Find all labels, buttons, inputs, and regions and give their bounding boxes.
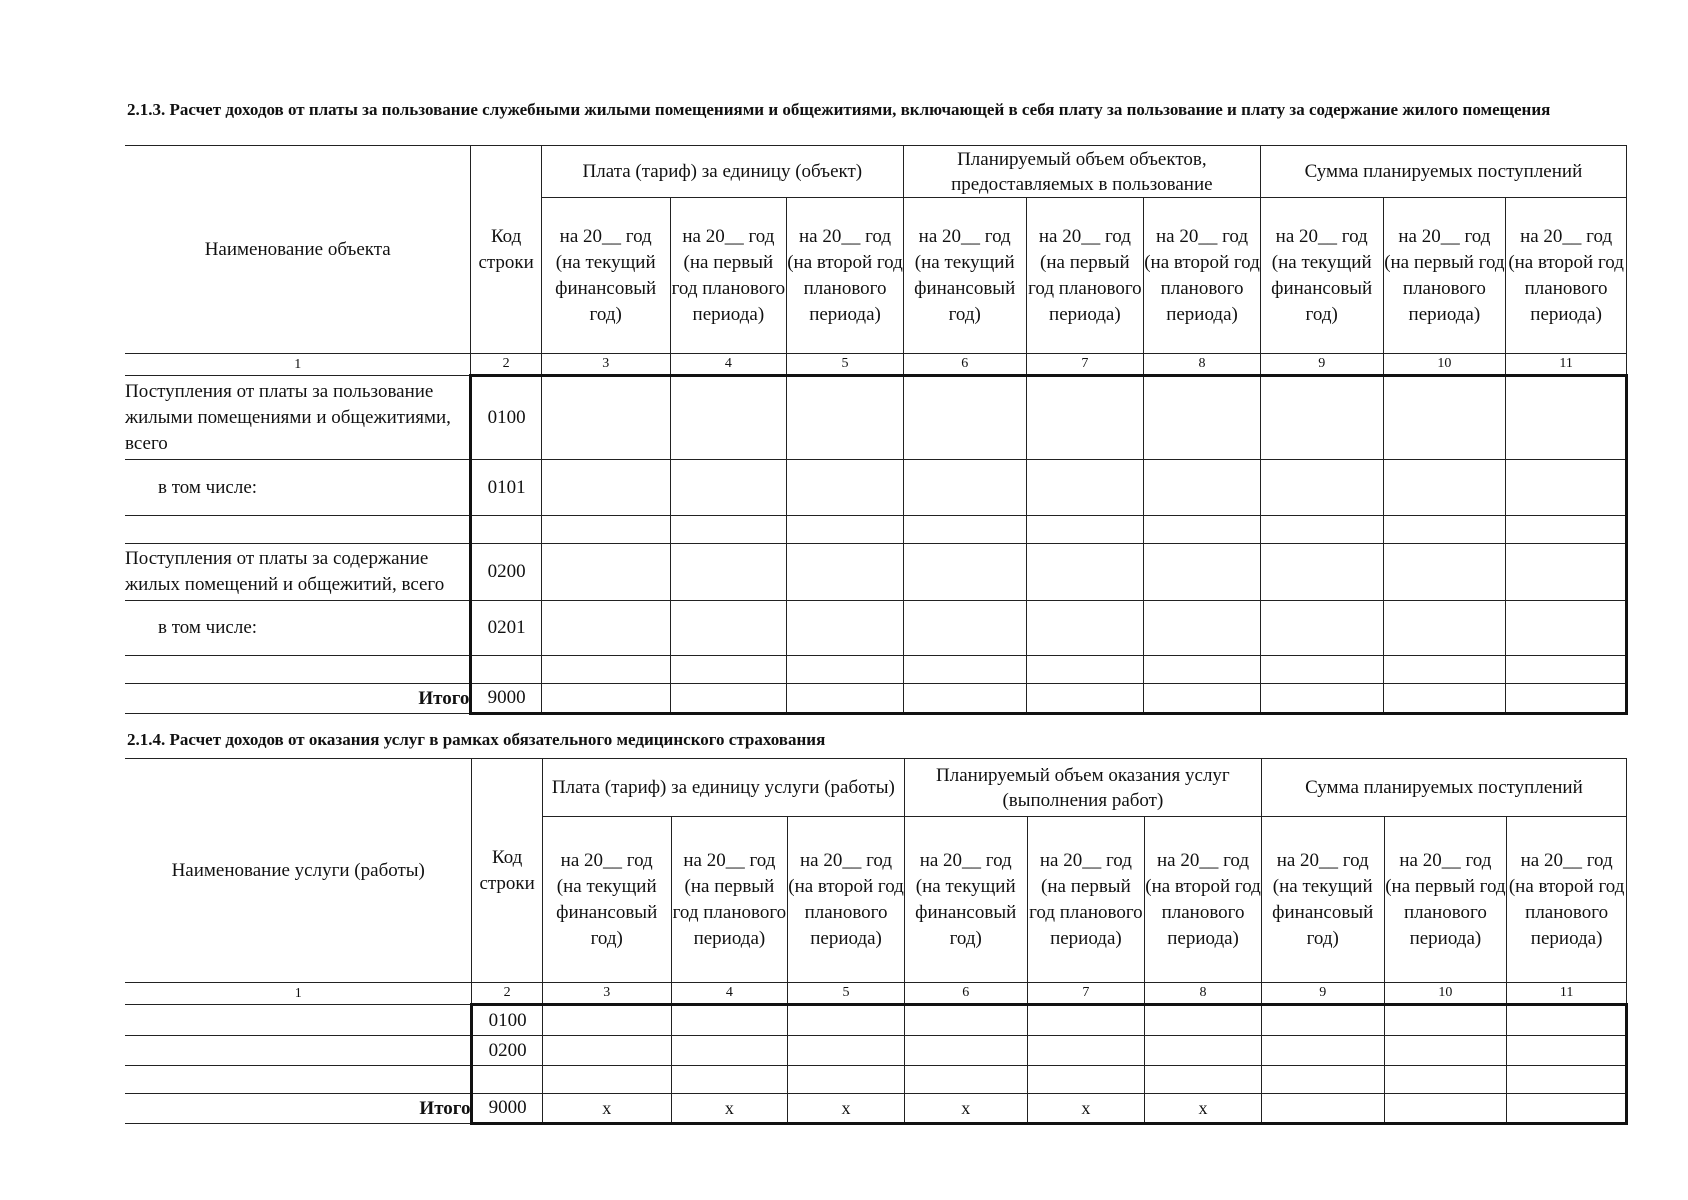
value-cell[interactable] <box>671 1066 788 1094</box>
period-year: на 20__ год <box>800 849 893 871</box>
period-header-10 <box>1384 817 1507 983</box>
row-code: 0200 <box>471 544 541 601</box>
value-cell[interactable] <box>1144 601 1261 656</box>
period-header-5 <box>787 198 904 354</box>
total-value-cell[interactable] <box>1261 1094 1384 1124</box>
value-cell[interactable] <box>671 1005 788 1036</box>
group-header-tariff: Плата (тариф) за единицу услуги (работы) <box>542 759 904 817</box>
value-cell[interactable] <box>787 656 904 684</box>
value-cell[interactable] <box>670 656 787 684</box>
value-cell[interactable] <box>541 516 670 544</box>
group-header-sum: Сумма планируемых поступлений <box>1261 759 1626 817</box>
period-year: на 20__ год <box>560 849 653 871</box>
total-code: 9000 <box>472 1094 542 1124</box>
value-cell[interactable] <box>1506 601 1627 656</box>
column-number: 4 <box>671 983 788 1005</box>
period-header-10 <box>1383 198 1506 354</box>
table-row <box>125 544 1627 601</box>
row-name <box>125 1066 472 1094</box>
value-cell[interactable] <box>1506 656 1627 684</box>
value-cell[interactable] <box>1383 516 1506 544</box>
value-cell[interactable] <box>787 376 904 460</box>
period-year: на 20__ год <box>1039 849 1132 871</box>
row-code: 0200 <box>472 1036 542 1066</box>
period-description: (на текущий финансовый год) <box>915 875 1017 949</box>
period-description: (на первый год планового периода) <box>1028 251 1142 325</box>
row-code: 0100 <box>471 376 541 460</box>
table-row <box>125 656 1627 684</box>
code-header: Код строки <box>471 146 541 354</box>
value-cell[interactable] <box>903 460 1026 516</box>
row-code <box>472 1066 542 1094</box>
value-cell[interactable] <box>1383 544 1506 601</box>
column-number: 3 <box>542 983 671 1005</box>
period-year: на 20__ год <box>919 849 1012 871</box>
total-value-cell[interactable] <box>1383 684 1506 714</box>
value-cell[interactable] <box>541 544 670 601</box>
value-cell[interactable] <box>1261 1036 1384 1066</box>
table-row <box>125 601 1627 656</box>
table-row <box>125 516 1627 544</box>
column-number: 2 <box>472 983 542 1005</box>
table-row <box>125 460 1627 516</box>
value-cell[interactable] <box>1145 1066 1262 1094</box>
value-cell[interactable] <box>1260 460 1383 516</box>
value-cell[interactable] <box>1145 1005 1262 1036</box>
total-value-cell[interactable] <box>1507 1094 1627 1124</box>
row-code <box>471 656 541 684</box>
row-code <box>471 516 541 544</box>
column-number: 6 <box>904 983 1027 1005</box>
period-description: (на текущий финансовый год) <box>1271 251 1373 325</box>
group-header-sum: Сумма планируемых поступлений <box>1260 146 1626 198</box>
period-description: (на первый год планового периода) <box>672 875 787 949</box>
value-cell[interactable] <box>1144 544 1261 601</box>
row-name <box>125 656 471 684</box>
column-number: 10 <box>1383 354 1506 376</box>
value-cell[interactable] <box>904 1036 1027 1066</box>
period-header-3 <box>541 198 670 354</box>
total-value-cell[interactable]: x <box>788 1094 905 1124</box>
value-cell[interactable] <box>542 1036 671 1066</box>
column-number: 7 <box>1027 983 1145 1005</box>
column-number-row <box>125 983 1627 1005</box>
period-description: (на первый год планового периода) <box>1029 875 1143 949</box>
total-label: Итого <box>125 1094 472 1124</box>
period-description: (на второй год планового периода) <box>787 251 903 325</box>
total-value-cell[interactable] <box>903 684 1026 714</box>
value-cell[interactable] <box>1506 376 1627 460</box>
code-header: Код строки <box>472 759 542 983</box>
value-cell[interactable] <box>1261 1066 1384 1094</box>
period-year: на 20__ год <box>683 849 776 871</box>
column-number: 8 <box>1144 354 1261 376</box>
period-header-8 <box>1145 817 1262 983</box>
column-number-row <box>125 354 1627 376</box>
total-row <box>125 1094 1627 1124</box>
period-year: на 20__ год <box>682 225 775 247</box>
value-cell[interactable] <box>1384 1036 1507 1066</box>
name-header: Наименование услуги (работы) <box>125 759 472 983</box>
row-name: Поступления от платы за содержание жилых помещений и общежитий, всего <box>125 544 471 601</box>
value-cell[interactable] <box>1027 1005 1145 1036</box>
period-description: (на второй год планового периода) <box>1145 875 1261 949</box>
period-year: на 20__ год <box>799 225 892 247</box>
column-number: 8 <box>1145 983 1262 1005</box>
total-value-cell[interactable]: x <box>542 1094 671 1124</box>
value-cell[interactable] <box>1383 656 1506 684</box>
value-cell[interactable] <box>1027 1066 1145 1094</box>
period-description: (на второй год планового периода) <box>788 875 904 949</box>
period-year: на 20__ год <box>1275 225 1368 247</box>
column-number: 4 <box>670 354 787 376</box>
name-header: Наименование объекта <box>125 146 471 354</box>
period-description: (на первый год планового периода) <box>1384 251 1505 325</box>
period-description: (на текущий финансовый год) <box>1272 875 1374 949</box>
value-cell[interactable] <box>670 516 787 544</box>
value-cell[interactable] <box>542 1066 671 1094</box>
period-year: на 20__ год <box>559 225 652 247</box>
period-description: (на текущий финансовый год) <box>555 251 657 325</box>
total-value-cell[interactable]: x <box>904 1094 1027 1124</box>
value-cell[interactable] <box>1144 656 1261 684</box>
column-number: 1 <box>125 354 471 376</box>
column-number: 7 <box>1026 354 1144 376</box>
period-description: (на текущий финансовый год) <box>914 251 1016 325</box>
value-cell[interactable] <box>903 376 1026 460</box>
period-header-7 <box>1027 817 1145 983</box>
section-title-2-1-4: 2.1.4. Расчет доходов от оказания услуг в рамках обязательного медицинского страхования <box>127 730 826 749</box>
total-value-cell[interactable] <box>670 684 787 714</box>
period-description: (на второй год планового периода) <box>1508 251 1624 325</box>
value-cell[interactable] <box>1026 516 1144 544</box>
value-cell[interactable] <box>904 1005 1027 1036</box>
value-cell[interactable] <box>1383 601 1506 656</box>
value-cell[interactable] <box>788 1066 905 1094</box>
value-cell[interactable] <box>788 1036 905 1066</box>
value-cell[interactable] <box>1026 601 1144 656</box>
table-2-1-4 <box>125 758 1628 1125</box>
period-description: (на второй год планового периода) <box>1508 875 1625 949</box>
value-cell[interactable] <box>541 601 670 656</box>
period-header-11 <box>1506 198 1627 354</box>
period-header-9 <box>1261 817 1384 983</box>
value-cell[interactable] <box>670 601 787 656</box>
total-value-cell[interactable]: x <box>1145 1094 1262 1124</box>
total-code: 9000 <box>471 684 541 714</box>
value-cell[interactable] <box>1026 376 1144 460</box>
period-year: на 20__ год <box>1157 849 1250 871</box>
value-cell[interactable] <box>1026 544 1144 601</box>
group-header-tariff: Плата (тариф) за единицу (объект) <box>541 146 903 198</box>
row-name: в том числе: <box>125 601 471 656</box>
row-name <box>125 1036 472 1066</box>
value-cell[interactable] <box>1507 1005 1627 1036</box>
row-code: 0101 <box>471 460 541 516</box>
value-cell[interactable] <box>1026 656 1144 684</box>
total-value-cell[interactable] <box>541 684 670 714</box>
value-cell[interactable] <box>788 1005 905 1036</box>
period-year: на 20__ год <box>1399 849 1492 871</box>
period-header-7 <box>1026 198 1144 354</box>
column-number: 11 <box>1507 983 1627 1005</box>
value-cell[interactable] <box>1145 1036 1262 1066</box>
column-number: 5 <box>787 354 904 376</box>
group-header-volume: Планируемый объем объектов, предоставляемых в пользование <box>903 146 1260 198</box>
value-cell[interactable] <box>1144 516 1261 544</box>
value-cell[interactable] <box>1506 460 1627 516</box>
value-cell[interactable] <box>541 460 670 516</box>
period-header-4 <box>671 817 788 983</box>
period-year: на 20__ год <box>1276 849 1369 871</box>
total-value-cell[interactable]: x <box>671 1094 788 1124</box>
value-cell[interactable] <box>670 544 787 601</box>
value-cell[interactable] <box>903 544 1026 601</box>
column-number: 9 <box>1260 354 1383 376</box>
value-cell[interactable] <box>670 460 787 516</box>
column-number: 5 <box>788 983 905 1005</box>
total-value-cell[interactable] <box>1384 1094 1507 1124</box>
period-year: на 20__ год <box>1398 225 1491 247</box>
value-cell[interactable] <box>541 656 670 684</box>
value-cell[interactable] <box>1144 460 1261 516</box>
row-name: в том числе: <box>125 460 471 516</box>
table-row <box>125 376 1627 460</box>
value-cell[interactable] <box>542 1005 671 1036</box>
period-year: на 20__ год <box>918 225 1011 247</box>
table-row <box>125 1066 1627 1094</box>
total-value-cell[interactable] <box>1260 684 1383 714</box>
table-row <box>125 1036 1627 1066</box>
value-cell[interactable] <box>1260 656 1383 684</box>
value-cell[interactable] <box>1384 1066 1507 1094</box>
value-cell[interactable] <box>1506 544 1627 601</box>
period-year: на 20__ год <box>1156 225 1249 247</box>
value-cell[interactable] <box>1260 376 1383 460</box>
column-number: 2 <box>471 354 541 376</box>
period-header-4 <box>670 198 787 354</box>
group-header-volume: Планируемый объем оказания услуг (выполнения работ) <box>904 759 1261 817</box>
period-year: на 20__ год <box>1038 225 1131 247</box>
column-number: 11 <box>1506 354 1627 376</box>
period-description: (на текущий финансовый год) <box>556 875 658 949</box>
value-cell[interactable] <box>1144 376 1261 460</box>
column-number: 1 <box>125 983 472 1005</box>
period-header-11 <box>1507 817 1627 983</box>
total-label: Итого <box>125 684 471 714</box>
period-year: на 20__ год <box>1520 849 1613 871</box>
period-description: (на второй год планового периода) <box>1144 251 1260 325</box>
total-value-cell[interactable] <box>1026 684 1144 714</box>
value-cell[interactable] <box>1383 376 1506 460</box>
section-title-2-1-3: 2.1.3. Расчет доходов от платы за пользование служебными жилыми помещениями и общежитиями, включающей в себя плату за пользование и плату за содержание жилого помещения <box>127 100 1551 119</box>
value-cell[interactable] <box>1261 1005 1384 1036</box>
value-cell[interactable] <box>1384 1005 1507 1036</box>
row-code: 0100 <box>472 1005 542 1036</box>
total-value-cell[interactable] <box>1506 684 1627 714</box>
row-code: 0201 <box>471 601 541 656</box>
value-cell[interactable] <box>1260 544 1383 601</box>
value-cell[interactable] <box>1260 601 1383 656</box>
total-value-cell[interactable] <box>1144 684 1261 714</box>
row-name <box>125 1005 472 1036</box>
column-number: 9 <box>1261 983 1384 1005</box>
value-cell[interactable] <box>541 376 670 460</box>
value-cell[interactable] <box>1260 516 1383 544</box>
value-cell[interactable] <box>787 460 904 516</box>
value-cell[interactable] <box>1026 460 1144 516</box>
column-number: 3 <box>541 354 670 376</box>
table-row <box>125 1005 1627 1036</box>
value-cell[interactable] <box>1507 1066 1627 1094</box>
period-description: (на первый год планового периода) <box>671 251 786 325</box>
value-cell[interactable] <box>1383 460 1506 516</box>
period-header-8 <box>1144 198 1261 354</box>
value-cell[interactable] <box>903 656 1026 684</box>
value-cell[interactable] <box>671 1036 788 1066</box>
value-cell[interactable] <box>1507 1036 1627 1066</box>
row-name <box>125 516 471 544</box>
total-value-cell[interactable]: x <box>1027 1094 1145 1124</box>
period-header-5 <box>788 817 905 983</box>
value-cell[interactable] <box>787 516 904 544</box>
period-description: (на первый год планового периода) <box>1385 875 1506 949</box>
period-header-9 <box>1260 198 1383 354</box>
row-name: Поступления от платы за пользование жилыми помещениями и общежитиями, всего <box>125 376 471 460</box>
column-number: 6 <box>903 354 1026 376</box>
value-cell[interactable] <box>903 516 1026 544</box>
period-header-3 <box>542 817 671 983</box>
value-cell[interactable] <box>1506 516 1627 544</box>
value-cell[interactable] <box>903 601 1026 656</box>
period-header-6 <box>904 817 1027 983</box>
total-row <box>125 684 1627 714</box>
value-cell[interactable] <box>1027 1036 1145 1066</box>
value-cell[interactable] <box>904 1066 1027 1094</box>
column-number: 10 <box>1384 983 1507 1005</box>
table-2-1-3 <box>125 145 1628 715</box>
total-value-cell[interactable] <box>787 684 904 714</box>
value-cell[interactable] <box>787 544 904 601</box>
period-year: на 20__ год <box>1520 225 1613 247</box>
value-cell[interactable] <box>670 376 787 460</box>
period-header-6 <box>903 198 1026 354</box>
value-cell[interactable] <box>787 601 904 656</box>
